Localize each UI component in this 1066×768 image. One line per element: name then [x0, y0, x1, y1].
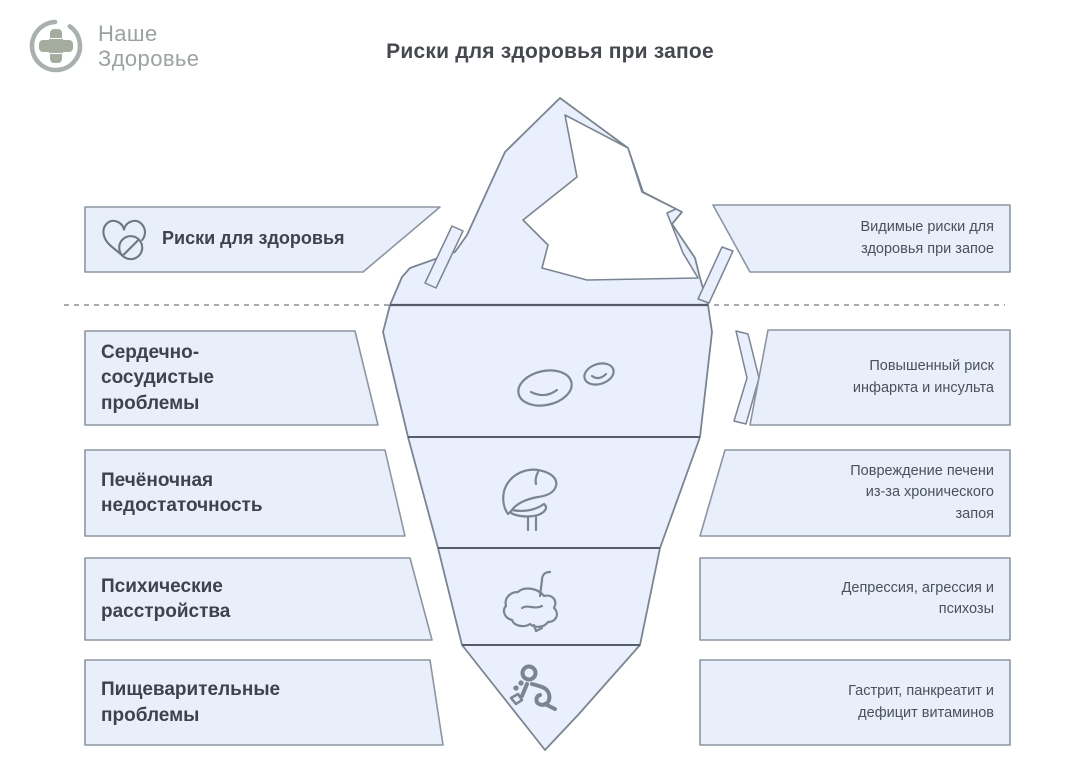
right-item-text: Видимые риски для здоровья при запое: [860, 219, 994, 257]
left-item-liver: [101, 450, 341, 536]
right-item-depression: [809, 558, 994, 640]
left-item-label: Пищеварительные проблемы: [101, 679, 281, 726]
right-item-text: Повышенный риск инфаркта и инсульта: [852, 358, 994, 396]
logo-line2: Здоровье: [98, 46, 200, 71]
right-item-text: Гастрит, панкреатит и дефицит витаминов: [848, 683, 994, 721]
right-item-gastritis: [819, 660, 994, 745]
left-item-label: Сердечно-сосудистые проблемы: [101, 342, 214, 414]
left-item-label: Печёночная недостаточность: [101, 469, 263, 516]
left-item-digestive: [101, 660, 371, 745]
shard-right-top: [698, 247, 733, 303]
page-title: Риски для здоровья при запое: [386, 40, 714, 63]
left-item-cardio: [101, 331, 271, 425]
logo-line1: Наше: [98, 21, 158, 46]
right-item-liver-damage: [829, 450, 994, 536]
left-item-label: Психические расстройства: [101, 575, 231, 622]
right-item-text: Повреждение печени из-за хронического запоя: [850, 463, 994, 522]
left-item-label: Риски для здоровья: [162, 228, 345, 249]
left-item-mental: [101, 558, 311, 640]
right-item-visible-risks: [829, 205, 994, 272]
right-item-heart-attack: [829, 330, 994, 425]
right-item-text: Депрессия, агрессия и психозы: [841, 579, 994, 617]
heart-no-icon: [99, 216, 149, 262]
iceberg-body: [383, 98, 712, 750]
left-item-health-risks: [99, 210, 359, 268]
